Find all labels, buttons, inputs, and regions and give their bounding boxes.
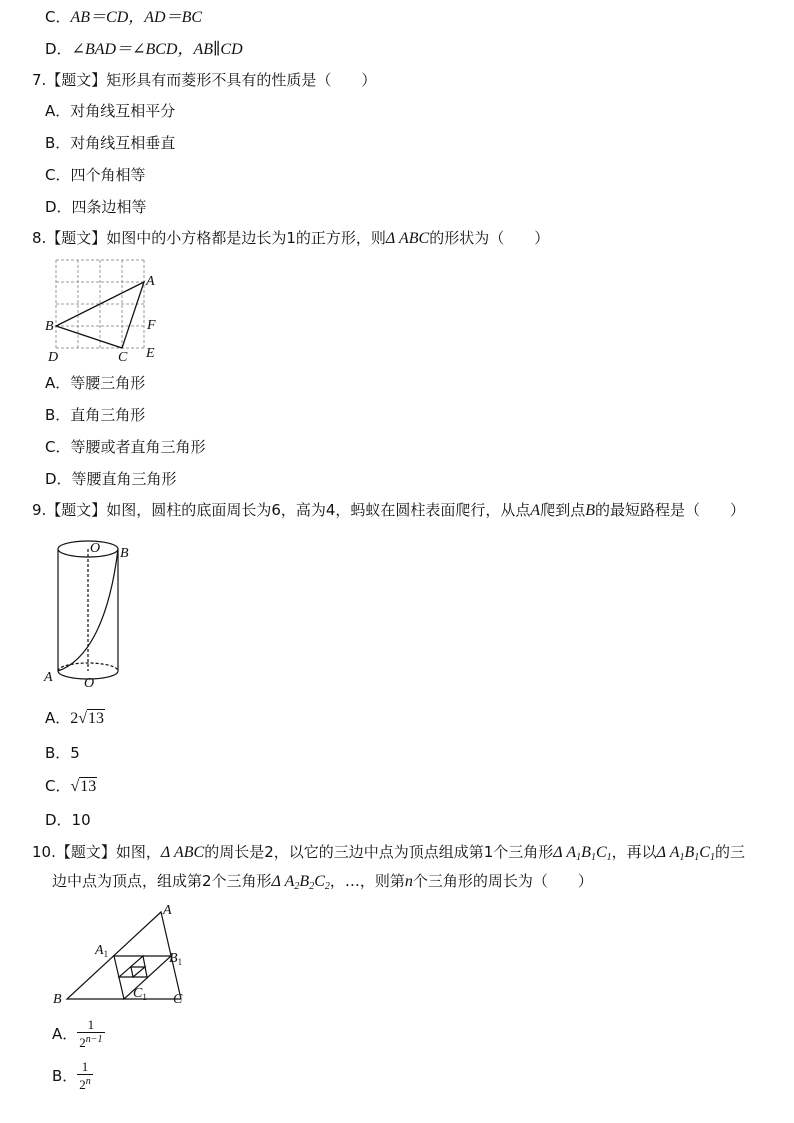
triangle-abc: Δ ABC xyxy=(160,844,205,861)
q10-stem-line1 xyxy=(32,842,745,868)
label-a: A xyxy=(44,670,53,685)
radicand: 13 xyxy=(80,778,97,795)
stem-text: 8.【题文】如图中的小方格都是边长为1的正方形，则 xyxy=(32,229,386,247)
option-math: 2√13 xyxy=(70,710,105,727)
q10-option-a xyxy=(52,1018,105,1050)
option-label: A． xyxy=(45,709,71,727)
q7-option-c: C．四个角相等 xyxy=(45,166,146,184)
label-b: B xyxy=(120,546,129,561)
label-a: A xyxy=(163,903,172,918)
q9-option-b: B．5 xyxy=(45,744,80,762)
label-a1: $A_1$ xyxy=(95,943,109,959)
fraction xyxy=(77,1018,104,1050)
option-label: A． xyxy=(52,1025,78,1043)
numerator: 1 xyxy=(77,1060,93,1075)
radicand: 13 xyxy=(88,710,105,727)
option-label: B． xyxy=(52,1067,78,1085)
q7-option-d: D．四条边相等 xyxy=(45,198,147,216)
label-b1: $B_1$ xyxy=(169,951,183,967)
q9-stem xyxy=(32,500,745,521)
q9-cylinder-figure xyxy=(40,535,140,690)
label-b: B xyxy=(45,319,54,334)
q7-option-b: B．对角线互相垂直 xyxy=(45,134,176,152)
label-d: D xyxy=(48,350,59,365)
q7-stem: 7.【题文】矩形具有而菱形不具有的性质是（ ） xyxy=(32,71,377,89)
variable-n: n xyxy=(404,873,413,890)
stem-text: 的周长是2，以它的三边中点为顶点组成第1个三角形 xyxy=(204,843,554,861)
option-label: D． xyxy=(45,40,72,58)
label-o-bottom: O xyxy=(84,676,95,690)
option-math: √13 xyxy=(70,778,97,795)
stem-text: 10.【题文】如图， xyxy=(32,843,161,861)
q8-option-c: C．等腰或者直角三角形 xyxy=(45,438,206,456)
q8-option-a: A．等腰三角形 xyxy=(45,374,146,392)
stem-text: ，…，则第 xyxy=(329,872,405,890)
stem-text: 个三角形的周长为（ ） xyxy=(412,872,593,890)
triangle-a2b2c2: Δ $A_2B_2C_2$ xyxy=(271,873,330,892)
label-c: C xyxy=(173,992,183,1007)
fraction xyxy=(77,1060,93,1092)
q8-option-d: D．等腰直角三角形 xyxy=(45,470,177,488)
label-c1: $C_1$ xyxy=(133,986,147,1002)
stem-text: 爬到点 xyxy=(540,501,586,519)
option-label: C． xyxy=(45,8,71,26)
triangle-abc: Δ ABC xyxy=(385,230,430,247)
coefficient: 2 xyxy=(70,710,79,727)
point-b: B xyxy=(585,502,595,519)
q9-option-d: D．10 xyxy=(45,811,91,829)
q10-stem-line2 xyxy=(52,871,593,897)
stem-text: 边中点为顶点，组成第2个三角形 xyxy=(52,872,272,890)
stem-text: 9.【题文】如图，圆柱的底面周长为6，高为4，蚂蚁在圆柱表面爬行，从点 xyxy=(32,501,531,519)
q8-option-b: B．直角三角形 xyxy=(45,406,146,424)
label-a: A xyxy=(146,274,155,289)
stem-text: ，再以 xyxy=(611,843,657,861)
label-f: F xyxy=(147,318,156,333)
q8-stem xyxy=(32,228,549,249)
triangle-a1b1c1: Δ $A_1B_1C_1$ xyxy=(656,844,715,863)
q9-option-c xyxy=(45,776,97,797)
q7-option-a: A．对角线互相平分 xyxy=(45,102,176,120)
option-math: AB＝CD，AD＝BC xyxy=(70,9,203,26)
option-math: ∠BAD＝∠BCD，AB∥CD xyxy=(71,41,243,58)
q10-option-b xyxy=(52,1060,93,1092)
denominator: $2^{n-1}$ xyxy=(79,1034,103,1050)
triangle-a1b1c1: Δ $A_1B_1C_1$ xyxy=(553,844,612,863)
numerator: 1 xyxy=(77,1018,104,1033)
label-e: E xyxy=(146,346,155,361)
q6-option-c xyxy=(45,7,202,28)
stem-text: 的三 xyxy=(714,843,745,861)
point-a: A xyxy=(530,502,541,519)
triangle-a3b3c3-shape xyxy=(131,967,145,977)
stem-text: 的最短路程是（ ） xyxy=(594,501,745,519)
q8-grid-figure xyxy=(40,255,170,365)
q10-triangle-figure xyxy=(45,900,195,1012)
q9-option-a xyxy=(45,708,105,729)
option-label: C． xyxy=(45,777,71,795)
label-o-top: O xyxy=(90,541,101,556)
label-c: C xyxy=(118,350,128,365)
denominator: 2$^n$ xyxy=(79,1076,91,1092)
q6-option-d xyxy=(45,39,243,60)
label-b: B xyxy=(53,992,62,1007)
stem-text: 的形状为（ ） xyxy=(429,229,550,247)
